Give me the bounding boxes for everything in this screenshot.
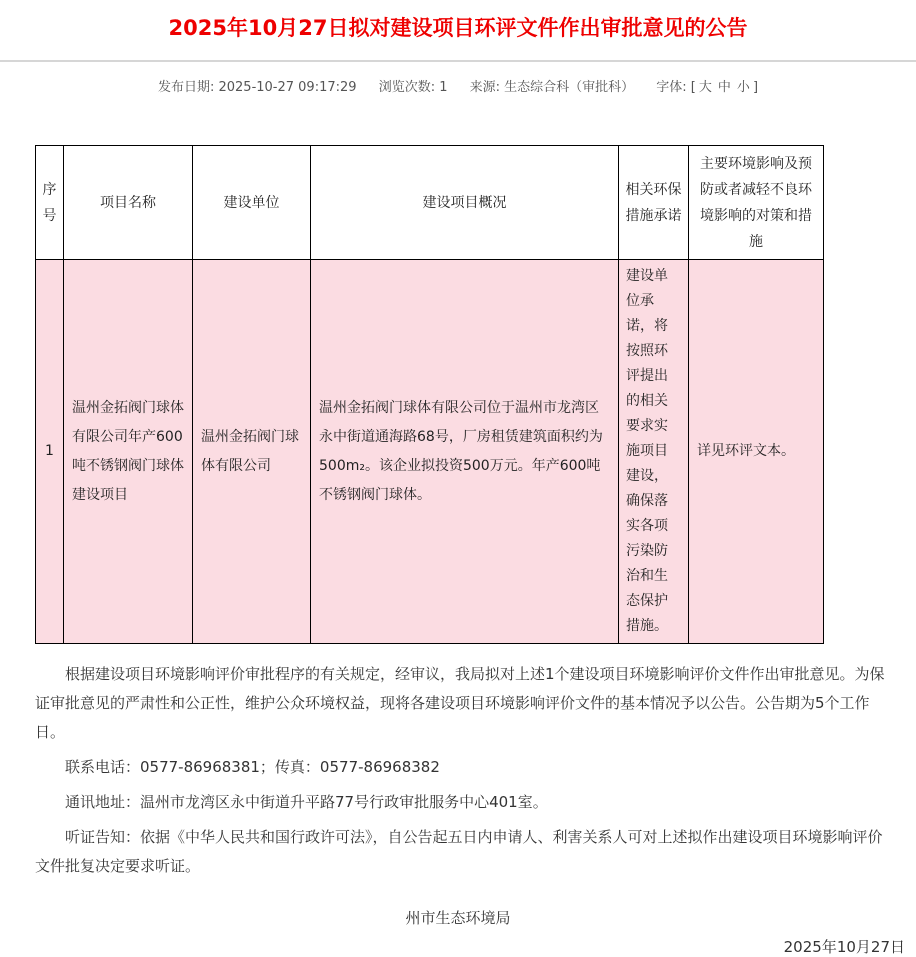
font-size-label: 字体: [	[656, 80, 696, 95]
font-size-control	[656, 80, 758, 95]
header-cell-overview: 建设项目概况	[311, 146, 619, 260]
meta-bar	[0, 62, 916, 95]
header-cell-project-name: 项目名称	[64, 146, 193, 260]
footer-agency: 州市生态环境局	[405, 909, 511, 927]
view-count: 浏览次数: 1	[378, 80, 448, 95]
header-cell-commitment: 相关环保措施承诺	[619, 146, 689, 260]
footer-date: 2025年10月27日	[783, 938, 905, 956]
cell-builder: 温州金拓阀门球体有限公司	[193, 260, 311, 644]
font-size-small[interactable]: 小	[736, 80, 750, 95]
publish-date: 发布日期: 2025-10-27 09:17:29	[157, 80, 357, 95]
font-size-bracket-close: ]	[752, 80, 759, 95]
announcement-table	[35, 145, 824, 644]
announcement-body	[0, 660, 916, 881]
font-size-medium[interactable]: 中	[717, 80, 731, 95]
cell-measures: 详见环评文本。	[689, 260, 824, 644]
source: 来源: 生态综合科（审批科）	[469, 80, 635, 95]
cell-index: 1	[36, 260, 64, 644]
page-title: 2025年10月27日拟对建设项目环评文件作出审批意见的公告	[168, 16, 748, 40]
cell-project-name: 温州金拓阀门球体有限公司年产600吨不锈钢阀门球体建设项目	[64, 260, 193, 644]
cell-overview: 温州金拓阀门球体有限公司位于温州市龙湾区永中街道通海路68号，厂房租赁建筑面积约为500m₂。该企业拟投资500万元。年产600吨不锈钢阀门球体。	[311, 260, 619, 644]
font-size-large[interactable]: 大	[698, 80, 712, 95]
header-cell-builder: 建设单位	[193, 146, 311, 260]
paragraph-regulation: 根据建设项目环境影响评价审批程序的有关规定，经审议，我局拟对上述1个建设项目环境影响评价文件作出审批意见。为保证审批意见的严肃性和公正性，维护公众环境权益，现将各建设项目环境影响评价文件的基本情况予以公告。公告期为5个工作日。	[35, 665, 885, 741]
cell-commitment: 建设单位承诺，将按照环评提出的相关要求实施项目建设，确保落实各项污染防治和生态保护措施。	[619, 260, 689, 644]
paragraph-hearing: 听证告知：依据《中华人民共和国行政许可法》，自公告起五日内申请人、利害关系人可对上述拟作出建设项目环境影响评价文件批复决定要求听证。	[35, 828, 883, 875]
table-row	[36, 260, 824, 644]
paragraph-contact: 联系电话：0577-86968381；传真：0577-86968382	[65, 758, 440, 776]
header-cell-index: 序号	[36, 146, 64, 260]
table-header-row	[36, 146, 824, 260]
paragraph-address: 通讯地址：温州市龙湾区永中街道升平路77号行政审批服务中心401室。	[65, 793, 548, 811]
header-cell-measures: 主要环境影响及预防或者减轻不良环境影响的对策和措施	[689, 146, 824, 260]
